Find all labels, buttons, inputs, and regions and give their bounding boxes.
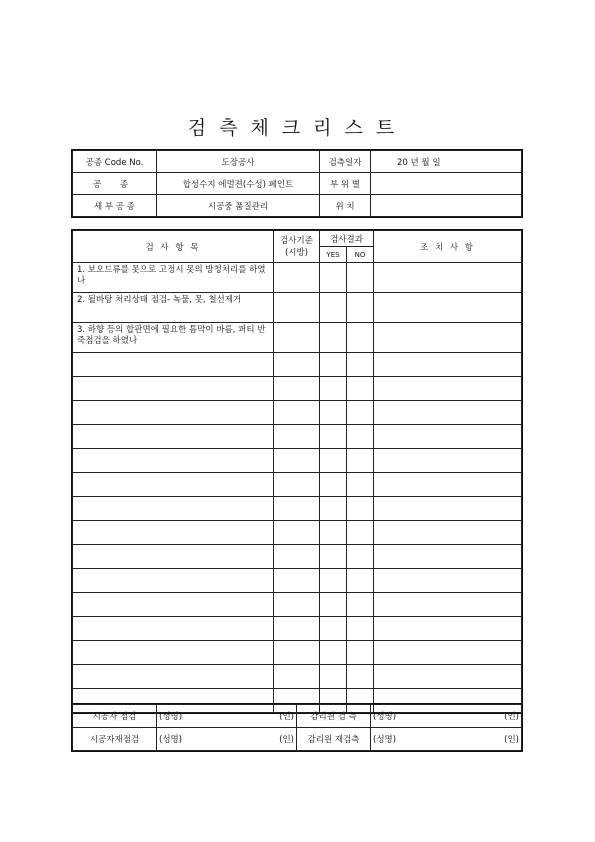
no-cell[interactable] — [347, 641, 374, 665]
date-value: 20 년 월 일 — [371, 151, 522, 173]
no-cell[interactable] — [347, 545, 374, 569]
contractor-recheck-label: 시공자재점검 — [73, 728, 157, 751]
standard-cell[interactable] — [274, 593, 320, 617]
checklist-item[interactable] — [73, 617, 274, 641]
table-row — [73, 521, 522, 545]
table-row — [73, 323, 522, 353]
subwork-label: 세 부 공 종 — [73, 195, 157, 217]
standard-cell[interactable] — [274, 425, 320, 449]
position-value — [371, 195, 522, 217]
checklist-item[interactable] — [73, 665, 274, 689]
no-cell[interactable] — [347, 449, 374, 473]
checklist-item[interactable] — [73, 569, 274, 593]
no-cell[interactable] — [347, 425, 374, 449]
action-cell[interactable] — [374, 449, 522, 473]
yes-cell[interactable] — [320, 497, 347, 521]
action-cell[interactable] — [374, 473, 522, 497]
table-row — [73, 497, 522, 521]
work-label: 공 종 — [73, 173, 157, 195]
no-cell[interactable] — [347, 401, 374, 425]
standard-cell[interactable] — [274, 323, 320, 353]
yes-cell[interactable] — [320, 593, 347, 617]
table-row — [73, 665, 522, 689]
table-row — [73, 449, 522, 473]
action-cell[interactable] — [374, 497, 522, 521]
header-standard-line2: (시방) — [284, 247, 309, 258]
subwork-value: 시공중 품질관리 — [157, 195, 320, 217]
standard-cell[interactable] — [274, 665, 320, 689]
checklist-item[interactable] — [73, 425, 274, 449]
action-cell[interactable] — [374, 323, 522, 353]
standard-cell[interactable] — [274, 293, 320, 323]
standard-cell[interactable] — [274, 545, 320, 569]
yes-cell[interactable] — [320, 521, 347, 545]
yes-cell[interactable] — [320, 323, 347, 353]
standard-cell[interactable] — [274, 401, 320, 425]
no-cell[interactable] — [347, 497, 374, 521]
table-row — [73, 425, 522, 449]
contractor-recheck-seal: (인) — [207, 728, 297, 751]
signature-table — [72, 704, 522, 751]
action-cell[interactable] — [374, 401, 522, 425]
yes-cell[interactable] — [320, 353, 347, 377]
action-cell[interactable] — [374, 665, 522, 689]
header-result: 검사결과 — [320, 231, 374, 247]
checklist-item[interactable] — [73, 449, 274, 473]
supervisor-check-label: 감리원 검 측 — [297, 705, 371, 728]
yes-cell[interactable] — [320, 401, 347, 425]
action-cell[interactable] — [374, 263, 522, 293]
standard-cell[interactable] — [274, 641, 320, 665]
date-label: 검측일자 — [320, 151, 371, 173]
standard-cell[interactable] — [274, 521, 320, 545]
no-cell[interactable] — [347, 323, 374, 353]
yes-cell[interactable] — [320, 473, 347, 497]
standard-cell[interactable] — [274, 263, 320, 293]
header-standard-line1: 검사기준 — [280, 235, 313, 246]
standard-cell[interactable] — [274, 377, 320, 401]
info-table — [72, 150, 522, 217]
contractor-seal: (인) — [207, 705, 297, 728]
work-value: 합성수지 에멀젼(수성) 페인트 — [157, 173, 320, 195]
contractor-name-field[interactable]: (성명) — [157, 705, 207, 728]
no-cell[interactable] — [347, 377, 374, 401]
checklist-item[interactable] — [73, 593, 274, 617]
checklist-item[interactable] — [73, 521, 274, 545]
table-row — [73, 263, 522, 293]
action-cell[interactable] — [374, 521, 522, 545]
yes-cell[interactable] — [320, 449, 347, 473]
checklist-item: 2. 될바탕 처리상태 점검- 녹물, 못, 철선제거 — [73, 293, 274, 323]
standard-cell[interactable] — [274, 449, 320, 473]
checklist-item[interactable] — [73, 401, 274, 425]
no-cell[interactable] — [347, 521, 374, 545]
header-action: 조 치 사 항 — [374, 231, 522, 263]
action-cell[interactable] — [374, 641, 522, 665]
action-cell[interactable] — [374, 569, 522, 593]
code-label: 공종 Code No. — [73, 151, 157, 173]
standard-cell[interactable] — [274, 617, 320, 641]
action-cell[interactable] — [374, 377, 522, 401]
checklist-item[interactable] — [73, 353, 274, 377]
action-cell[interactable] — [374, 425, 522, 449]
header-no: NO — [347, 247, 374, 263]
table-row — [73, 641, 522, 665]
yes-cell[interactable] — [320, 617, 347, 641]
supervisor-recheck-label: 감리원 재검측 — [297, 728, 371, 751]
standard-cell[interactable] — [274, 473, 320, 497]
table-row — [73, 545, 522, 569]
supervisor-recheck-name-field[interactable]: (성명) — [371, 728, 421, 751]
yes-cell[interactable] — [320, 293, 347, 323]
header-yes: YES — [320, 247, 347, 263]
supervisor-recheck-seal: (인) — [421, 728, 522, 751]
yes-cell[interactable] — [320, 569, 347, 593]
no-cell[interactable] — [347, 293, 374, 323]
checklist-item[interactable] — [73, 497, 274, 521]
table-row — [73, 569, 522, 593]
standard-cell[interactable] — [274, 497, 320, 521]
standard-cell[interactable] — [274, 569, 320, 593]
table-row — [73, 473, 522, 497]
table-row — [73, 617, 522, 641]
code-value: 도장공사 — [157, 151, 320, 173]
checklist-table — [72, 230, 522, 713]
no-cell[interactable] — [347, 353, 374, 377]
yes-cell[interactable] — [320, 377, 347, 401]
yes-cell[interactable] — [320, 425, 347, 449]
contractor-check-label: 시공자 점검 — [73, 705, 157, 728]
table-row — [73, 293, 522, 323]
no-cell[interactable] — [347, 665, 374, 689]
location-label: 부 위 별 — [320, 173, 371, 195]
checklist-item: 3. 하향 등의 합판면에 필요한 틈막이 바름, 퍼티 반죽점검을 하였나 — [73, 323, 274, 353]
yes-cell[interactable] — [320, 641, 347, 665]
no-cell[interactable] — [347, 593, 374, 617]
action-cell[interactable] — [374, 293, 522, 323]
no-cell[interactable] — [347, 569, 374, 593]
header-item: 검 사 항 목 — [73, 231, 274, 263]
action-cell[interactable] — [374, 353, 522, 377]
checklist-item[interactable] — [73, 473, 274, 497]
table-row — [73, 353, 522, 377]
action-cell[interactable] — [374, 593, 522, 617]
table-row — [73, 377, 522, 401]
no-cell[interactable] — [347, 263, 374, 293]
yes-cell[interactable] — [320, 545, 347, 569]
action-cell[interactable] — [374, 617, 522, 641]
checklist-item[interactable] — [73, 377, 274, 401]
yes-cell[interactable] — [320, 263, 347, 293]
action-cell[interactable] — [374, 545, 522, 569]
checklist-item: 1. 보오드류를 못으로 고정시 못의 방청처리를 하였나 — [73, 263, 274, 293]
document-title: 검측체크리스트 — [187, 117, 408, 139]
yes-cell[interactable] — [320, 665, 347, 689]
supervisor-seal: (인) — [421, 705, 522, 728]
no-cell[interactable] — [347, 473, 374, 497]
checklist-item[interactable] — [73, 641, 274, 665]
contractor-recheck-name-field[interactable]: (성명) — [157, 728, 207, 751]
position-label: 위 치 — [320, 195, 371, 217]
table-row — [73, 593, 522, 617]
no-cell[interactable] — [347, 617, 374, 641]
checklist-item[interactable] — [73, 545, 274, 569]
header-standard — [274, 231, 320, 263]
supervisor-name-field[interactable]: (성명) — [371, 705, 421, 728]
location-value — [371, 173, 522, 195]
table-row — [73, 401, 522, 425]
standard-cell[interactable] — [274, 353, 320, 377]
